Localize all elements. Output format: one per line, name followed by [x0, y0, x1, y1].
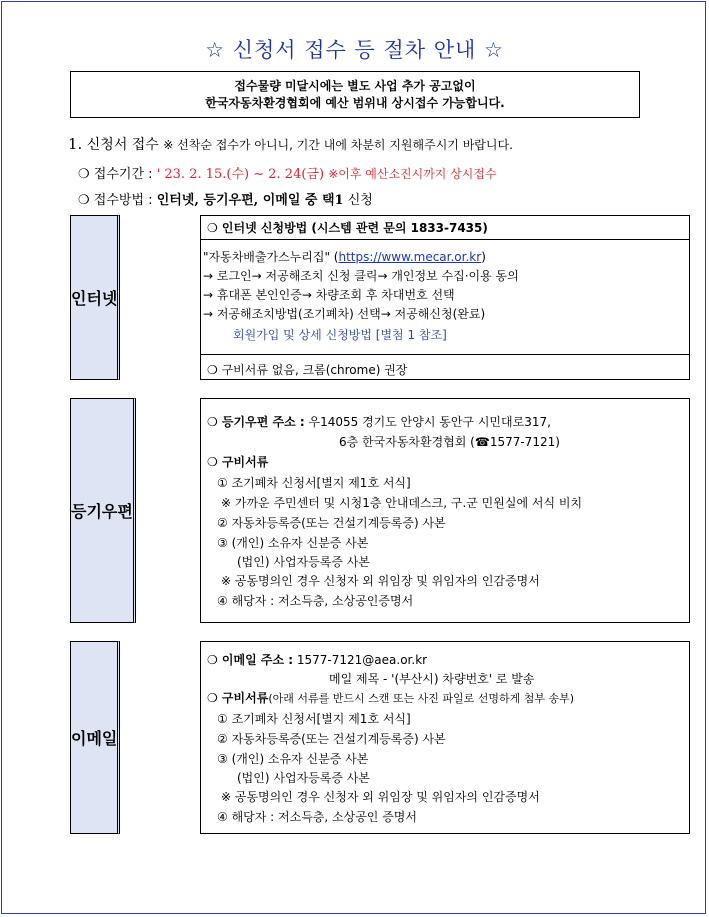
section-number: 1. [68, 135, 83, 153]
divider [201, 354, 689, 355]
section-title: 신청서 접수 [86, 137, 159, 153]
label-mail: 등기우편 [70, 398, 136, 623]
notice-line-1: 접수물량 미달시에는 별도 사업 추가 공고없이 [234, 79, 476, 93]
method-line [78, 189, 373, 208]
mail-doc-item: ※ 가까운 주민센터 및 시청1층 안내데스크, 구.군 민원실에 서식 비치 [221, 496, 583, 510]
mail-doc-item: ③ (개인) 소유자 신분증 사본 [217, 536, 369, 550]
internet-box [200, 215, 690, 380]
email-doc-item: ① 조기폐차 신청서[별지 제1호 서식] [217, 712, 411, 726]
email-docs-line [207, 689, 574, 706]
email-doc-item: ② 자동차등록증(또는 건설기계등록증) 사본 [217, 732, 446, 746]
site-line [203, 248, 486, 265]
email-box [200, 641, 690, 834]
email-address-label: ❍ 이메일 주소 : [207, 653, 294, 667]
notice-box [70, 71, 640, 118]
period-label: 접수기간 : [93, 167, 153, 182]
email-doc-item: (법인) 사업자등록증 사본 [237, 771, 370, 785]
divider [201, 239, 689, 240]
internet-step: → 휴대폰 본인인증→ 차량조회 후 차대번호 선택 [203, 288, 455, 302]
method-value: 인터넷, 등기우편, 이메일 중 택1 [156, 193, 344, 208]
site-close: ) [481, 250, 486, 264]
internet-header: ❍ 인터넷 신청방법 (시스템 관련 문의 1833-7435) [207, 221, 488, 235]
email-address-line [207, 651, 427, 668]
mail-doc-item: (법인) 사업자등록증 사본 [237, 555, 370, 569]
bullet-icon: ❍ [78, 167, 90, 182]
section-1-heading [68, 134, 513, 154]
period-after: ※이후 예산소진시까지 상시접수 [328, 167, 497, 181]
email-address[interactable]: 1577-7121@aea.or.kr [296, 653, 428, 667]
email-docs-label: ❍ 구비서류 [207, 691, 269, 705]
method-suffix: 신청 [347, 193, 373, 208]
page-title: ☆ 신청서 접수 등 절차 안내 ☆ [205, 38, 504, 62]
email-doc-item: ※ 공동명의인 경우 신청자 외 위임장 및 위임자의 인감증명서 [221, 790, 540, 804]
internet-step: → 로그인→ 저공해조치 신청 클릭→ 개인정보 수집·이용 동의 [203, 269, 519, 283]
mail-box [200, 398, 690, 623]
email-doc-item: ③ (개인) 소유자 신분증 사본 [217, 752, 369, 766]
method-label: 접수방법 : [93, 193, 153, 208]
mail-address-label: ❍ 등기우편 주소 : [207, 415, 305, 429]
mail-address-line [207, 413, 551, 430]
mail-doc-item: ④ 해당자 : 저소득층, 소상공인증명서 [217, 594, 414, 608]
period-dates: ' 23. 2. 15.(수) ~ 2. 24(금) [156, 167, 325, 182]
notice-line-2: 한국자동차환경협회에 예산 범위내 상시접수 가능합니다. [205, 96, 505, 110]
section-note: ※ 선착순 접수가 아니니, 기간 내에 차분히 지원해주시기 바랍니다. [163, 138, 513, 152]
mail-docs-label: ❍ 구비서류 [207, 455, 269, 469]
internet-step: → 저공해조치방법(조기폐차) 선택→ 저공해신청(완료) [203, 307, 486, 321]
site-link[interactable]: https://www.mecar.or.kr [338, 250, 482, 264]
email-docs-note: (아래 서류를 반드시 스캔 또는 사진 파일로 선명하게 첨부 송부) [268, 692, 575, 705]
mail-address-1: 우14055 경기도 안양시 동안구 시민대로317, [308, 415, 551, 429]
label-internet: 인터넷 [70, 215, 120, 380]
internet-guide: 회원가입 및 상세 신청방법 [별첨 1 참조] [233, 328, 447, 342]
bullet-icon: ❍ [78, 193, 90, 208]
mail-address-2: 6층 한국자동차환경협회 (☎1577-7121) [339, 435, 560, 449]
period-line [78, 163, 497, 182]
internet-footer: ❍ 구비서류 없음, 크롬(chrome) 권장 [207, 363, 408, 377]
mail-doc-item: ① 조기폐차 신청서[별지 제1호 서식] [217, 476, 411, 490]
email-doc-item: ④ 해당자 : 저소득층, 소상공인 증명서 [217, 810, 417, 824]
label-email: 이메일 [70, 641, 120, 834]
mail-doc-item: ② 자동차등록증(또는 건설기계등록증) 사본 [217, 516, 446, 530]
site-name: "자동차배출가스누리집" ( [203, 250, 339, 264]
email-subject: 메일 제목 - '(부산시) 차량번호' 로 발송 [329, 672, 535, 686]
mail-doc-item: ※ 공동명의인 경우 신청자 외 위임장 및 위임자의 인감증명서 [221, 574, 540, 588]
